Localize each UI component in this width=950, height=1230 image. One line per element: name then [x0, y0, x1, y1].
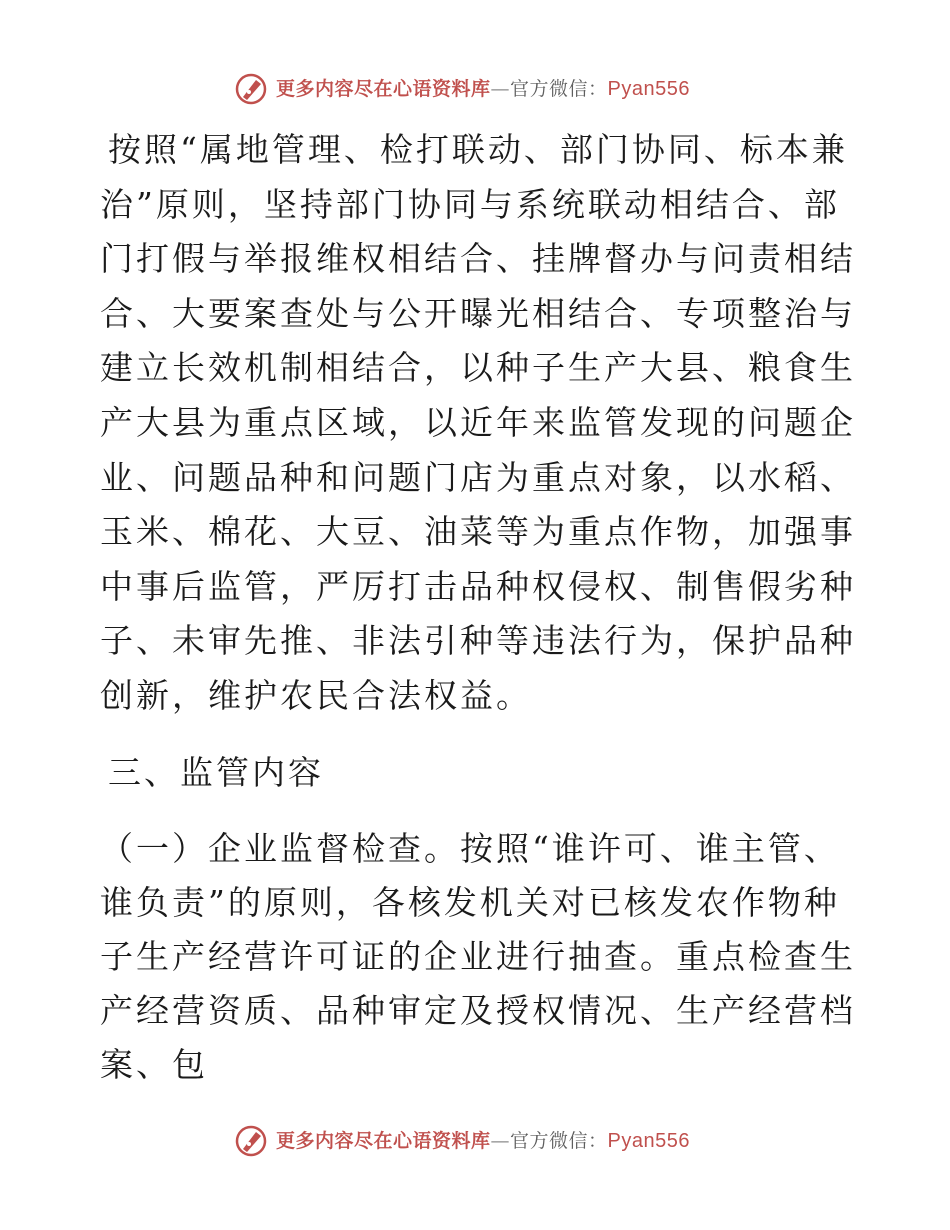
section-heading: 三、监管内容: [108, 752, 324, 792]
banner-wechat-label: 官方微信：: [510, 78, 608, 100]
document-body: [100, 123, 860, 1092]
banner-dash: —: [490, 78, 511, 100]
banner-wechat-id: Pyan556: [607, 78, 690, 100]
banner-wechat-label: 官方微信：: [510, 1130, 608, 1152]
banner-wechat-id: Pyan556: [607, 1130, 690, 1152]
paragraph-principles: 按照“属地管理、检打联动、部门协同、标本兼治”原则，坚持部门协同与系统联动相结合、部门打假与举报维权相结合、挂牌督办与问责相结合、大要案查处与公开曝光相结合、专项整治与建立长效机制相结合，以种子生产大县、粮食生产大县为重点区域，以近年来监管发现的问题企业、问题品种和问题门店为重点对象，以水稻、玉米、棉花、大豆、油菜等为重点作物，加强事中事后监管，严厉打击品种权侵权、制售假劣种子、未审先推、非法引种等违法行为，保护品种创新，维护农民合法权益。: [100, 130, 856, 715]
paragraph-enterprise-inspection: （一）企业监督检查。按照“谁许可、谁主管、谁负责”的原则，各核发机关对已核发农作物种子生产经营许可证的企业进行抽查。重点检查生产经营资质、品种审定及授权情况、生产经营档案、包: [100, 828, 856, 1084]
banner-dash: —: [490, 1130, 511, 1152]
pen-nib-logo-icon: [234, 1124, 268, 1158]
pen-nib-logo-icon: [234, 72, 268, 106]
footer-watermark-banner: [234, 1122, 690, 1160]
banner-site-name: 更多内容尽在心语资料库: [276, 1130, 491, 1152]
banner-site-name: 更多内容尽在心语资料库: [276, 78, 491, 100]
header-watermark-banner: [234, 70, 690, 108]
